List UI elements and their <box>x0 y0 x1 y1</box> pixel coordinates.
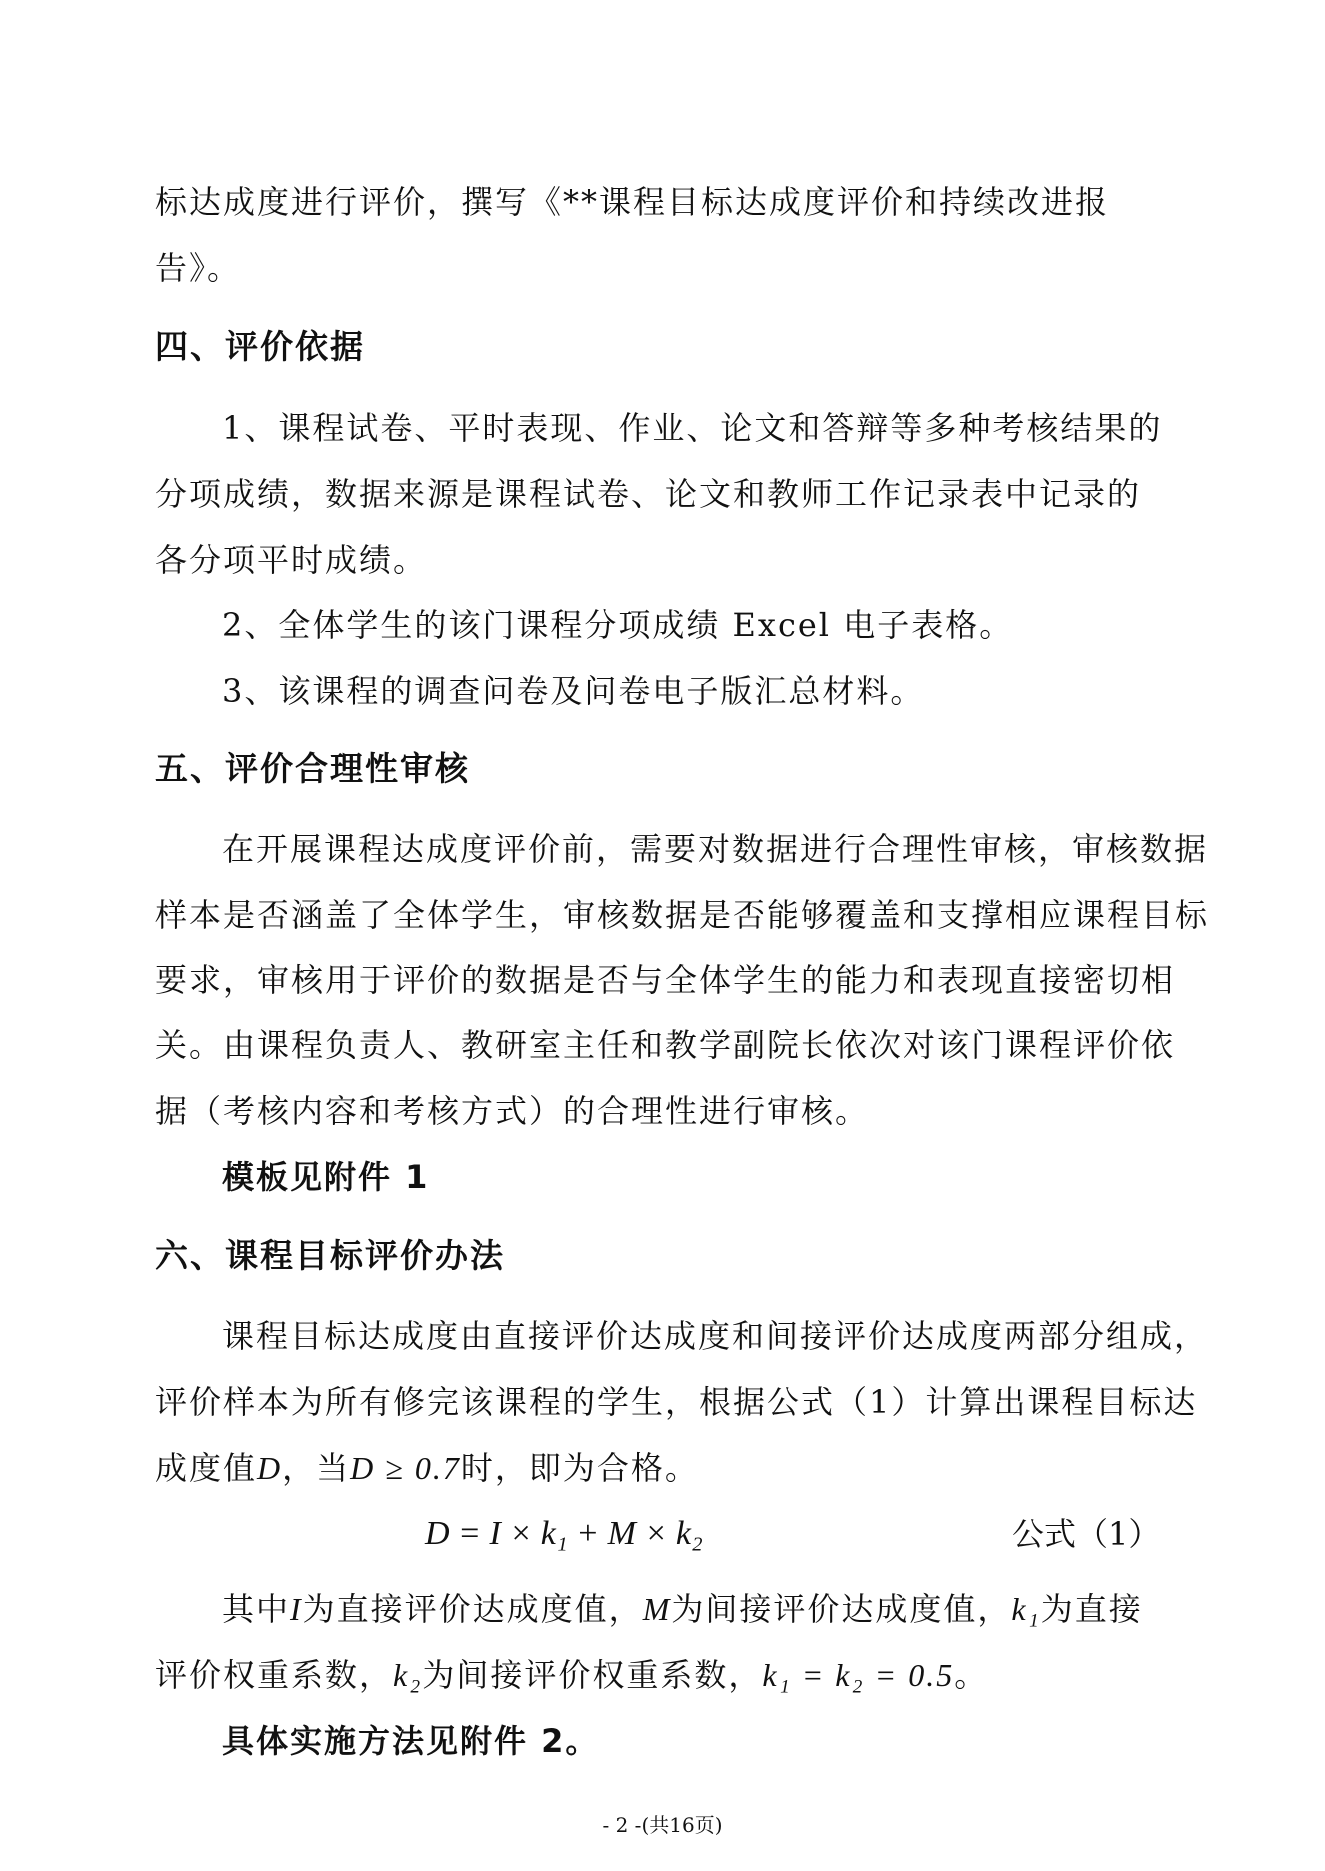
paragraph-line: 3、该课程的调查问卷及问卷电子版汇总材料。 <box>222 672 925 710</box>
paragraph-line: 1、课程试卷、平时表现、作业、论文和答辩等多种考核结果的 <box>222 409 1163 447</box>
text-run: 评价权重系数， <box>155 1656 394 1694</box>
page-footer: - 2 -(共16页) <box>602 1813 723 1837</box>
paragraph-line: 告》。 <box>155 249 242 287</box>
paragraph-line: 关。由课程负责人、教研室主任和教学副院长依次对该门课程评价依 <box>155 1026 1176 1064</box>
implementation-reference: 具体实施方法见附件 2。 <box>222 1722 600 1760</box>
formula-label: 公式（1） <box>1012 1515 1161 1553</box>
paragraph-line: 课程目标达成度由直接评价达成度和间接评价达成度两部分组成， <box>222 1317 1209 1355</box>
section-heading-5: 五、评价合理性审核 <box>155 749 470 788</box>
paragraph-line: 据（考核内容和考核方式）的合理性进行审核。 <box>155 1092 870 1130</box>
section-heading-6: 六、课程目标评价办法 <box>155 1236 505 1275</box>
math-variable: I <box>290 1591 303 1627</box>
math-equation: k₁ = k₂ = 0.5 <box>762 1657 955 1693</box>
paragraph-line: 标达成度进行评价，撰写《**课程目标达成度评价和持续改进报 <box>155 183 1110 221</box>
math-inequality: D ≥ 0.7 <box>350 1450 461 1486</box>
paragraph-line: 评价样本为所有修完该课程的学生，根据公式（1）计算出课程目标达 <box>155 1383 1198 1421</box>
text-run: 。 <box>954 1656 989 1694</box>
math-variable: D <box>257 1450 283 1486</box>
text-run: 成度值 <box>155 1449 258 1487</box>
math-variable: k₂ <box>393 1657 423 1693</box>
text-run: ，当 <box>282 1449 351 1487</box>
paragraph-line: 分项成绩，数据来源是课程试卷、论文和教师工作记录表中记录的 <box>155 475 1142 513</box>
paragraph-line: 各分项平时成绩。 <box>155 541 428 579</box>
text-run: 为间接评价达成度值， <box>671 1590 1012 1628</box>
paragraph-line <box>155 1448 699 1488</box>
paragraph-line: 样本是否涵盖了全体学生，审核数据是否能够覆盖和支撑相应课程目标 <box>155 896 1210 934</box>
text-run: 为直接评价达成度值， <box>302 1590 643 1628</box>
paragraph-line <box>222 1589 1143 1629</box>
paragraph-line: 要求，审核用于评价的数据是否与全体学生的能力和表现直接密切相 <box>155 961 1176 999</box>
text-run: 为直接 <box>1040 1590 1143 1628</box>
paragraph-line: 在开展课程达成度评价前，需要对数据进行合理性审核，审核数据 <box>222 830 1209 868</box>
math-variable: k₁ <box>1011 1591 1041 1627</box>
formula-expression: D = I × k₁ + M × k₂ <box>425 1515 703 1552</box>
paragraph-line <box>155 1655 988 1695</box>
text-run: 其中 <box>222 1590 291 1628</box>
template-reference: 模板见附件 1 <box>222 1158 430 1196</box>
paragraph-line: 2、全体学生的该门课程分项成绩 Excel 电子表格。 <box>222 606 1014 644</box>
text-run: 时，即为合格。 <box>460 1449 699 1487</box>
section-heading-4: 四、评价依据 <box>155 327 365 366</box>
text-run: 为间接评价权重系数， <box>422 1656 763 1694</box>
math-variable: M <box>642 1591 672 1627</box>
